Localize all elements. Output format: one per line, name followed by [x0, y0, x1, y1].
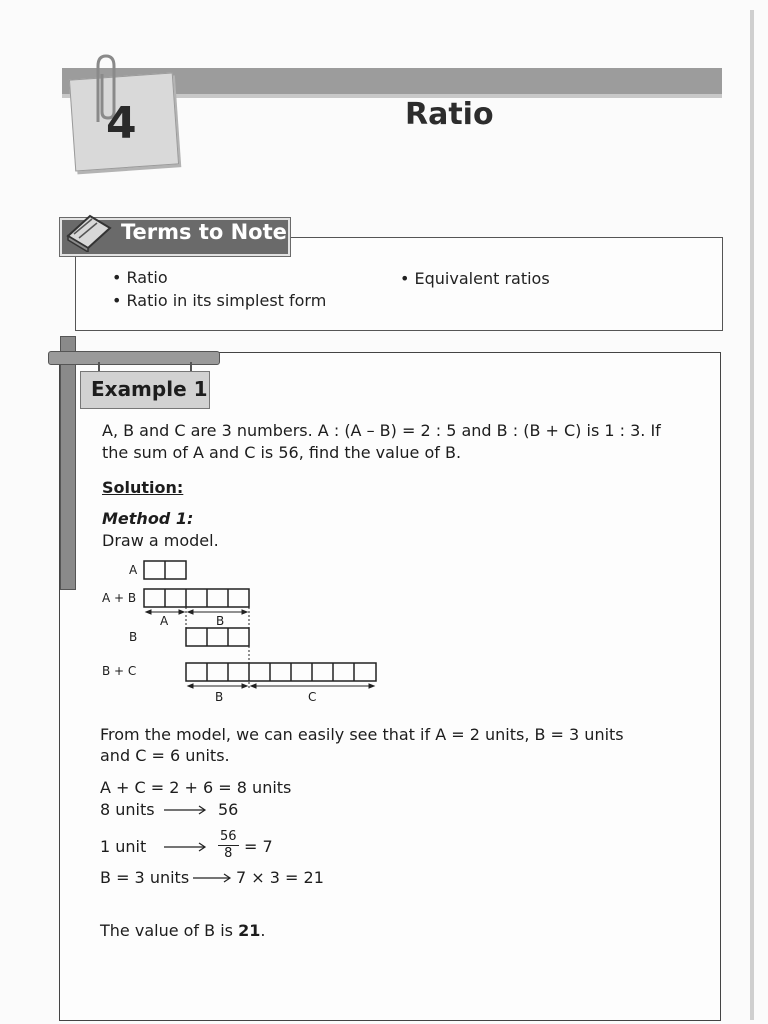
explanation-line-1: From the model, we can easily see that if A = 2 units, B = 3 units: [100, 725, 624, 744]
answer-line: [100, 920, 265, 942]
model-label-b-plus-c: B + C: [102, 664, 137, 678]
term-ratio: • Ratio: [112, 268, 168, 287]
signpost-crossbar: [48, 351, 220, 365]
bar-model-diagram: [96, 556, 396, 708]
model-brace-b-top: B: [216, 614, 225, 628]
book-icon: [64, 210, 114, 252]
calc-line-1: A + C = 2 + 6 = 8 units: [100, 778, 292, 797]
model-label-b: B: [129, 630, 138, 644]
arrow-right-icon: [193, 873, 233, 883]
terms-heading: Terms to Note: [121, 220, 287, 244]
answer-value: 21: [238, 921, 261, 940]
term-equivalent-ratios: • Equivalent ratios: [400, 269, 550, 288]
calc-line-4-right: 7 × 3 = 21: [236, 868, 324, 887]
explanation-line-2: and C = 6 units.: [100, 746, 230, 765]
calc-line-2-right: 56: [218, 800, 239, 819]
arrow-right-icon: [164, 842, 208, 852]
calc-line-2-left: 8 units: [100, 800, 155, 819]
model-brace-c: C: [308, 690, 317, 704]
example-label: Example 1: [91, 377, 208, 401]
draw-model-text: Draw a model.: [102, 531, 219, 550]
page-edge: [750, 10, 754, 1020]
chapter-title: Ratio: [405, 97, 494, 132]
model-brace-b-bottom: B: [215, 690, 224, 704]
solution-label: Solution:: [102, 478, 184, 497]
fraction-56-over-8: [218, 829, 239, 862]
calc-line-3-left: 1 unit: [100, 837, 147, 856]
question-line-1: A, B and C are 3 numbers. A : (A – B) = 2 : 5 and B : (B + C) is 1 : 3. If: [102, 421, 661, 440]
question-line-2: the sum of A and C is 56, find the value of B.: [102, 443, 462, 462]
model-label-a: A: [129, 563, 138, 577]
fraction-numerator: 56: [220, 829, 237, 844]
method-label: Method 1:: [102, 509, 194, 528]
fraction-denominator: 8: [224, 846, 233, 861]
term-simplest-form: • Ratio in its simplest form: [112, 291, 327, 310]
calc-line-3-right: = 7: [244, 837, 273, 856]
model-label-a-plus-b: A + B: [102, 591, 137, 605]
model-brace-a: A: [160, 614, 169, 628]
answer-suffix: .: [260, 921, 266, 940]
chapter-number: 4: [106, 98, 137, 149]
arrow-right-icon: [164, 805, 208, 815]
signpost-pole: [60, 336, 76, 590]
calc-line-4-left: B = 3 units: [100, 868, 190, 887]
answer-prefix: The value of B is: [100, 921, 239, 940]
